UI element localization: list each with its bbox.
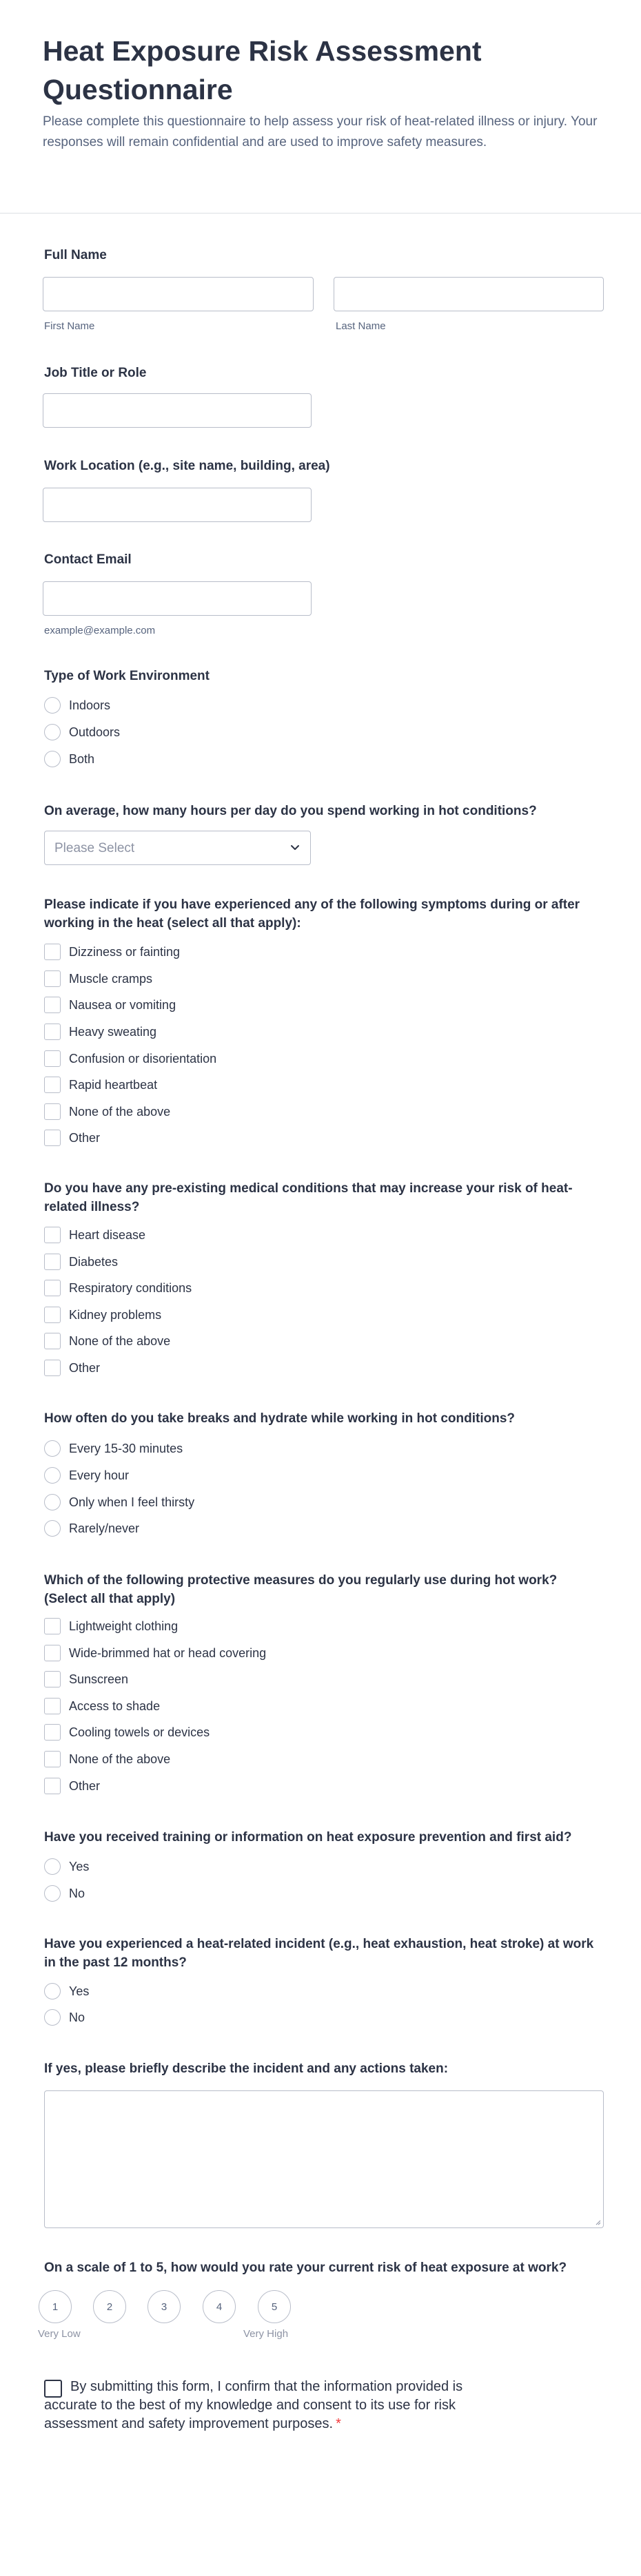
- checkbox[interactable]: [44, 1077, 61, 1093]
- checkbox[interactable]: [44, 1698, 61, 1714]
- conditions-label: Do you have any pre-existing medical conditions that may increase your risk of heat-related illness?: [44, 1181, 573, 1214]
- incident-label: Have you experienced a heat-related incident (e.g., heat exhaustion, heat stroke) at work in the past 12 months?: [44, 1937, 594, 1970]
- checkbox[interactable]: [44, 970, 61, 987]
- option-label: Sunscreen: [69, 1672, 129, 1686]
- option-label: Muscle cramps: [69, 972, 153, 986]
- option-label: Diabetes: [69, 1255, 119, 1269]
- last-name-sublabel: Last Name: [336, 320, 386, 332]
- radio-button[interactable]: [44, 1440, 61, 1457]
- checkbox[interactable]: [44, 1333, 61, 1349]
- contact-email-input[interactable]: [43, 581, 312, 616]
- environment-option[interactable]: [44, 696, 110, 714]
- symptoms-option[interactable]: [44, 1023, 156, 1041]
- checkbox[interactable]: [44, 1307, 61, 1323]
- option-label: Respiratory conditions: [69, 1281, 192, 1295]
- symptoms-label: Please indicate if you have experienced any of the following symptoms during or after working in the heat (select all that apply):: [44, 897, 580, 931]
- hours-label: On average, how many hours per day do you spend working in hot conditions?: [44, 804, 537, 818]
- job-title-input[interactable]: [43, 393, 312, 428]
- option-label: Lightweight clothing: [69, 1619, 179, 1633]
- protective-option[interactable]: [44, 1723, 210, 1741]
- protective-option[interactable]: [44, 1777, 100, 1795]
- checkbox[interactable]: [44, 1103, 61, 1120]
- option-label: Other: [69, 1361, 101, 1375]
- checkbox[interactable]: [44, 997, 61, 1013]
- option-label: Cooling towels or devices: [69, 1725, 210, 1739]
- scale-option-5[interactable]: 5: [258, 2290, 291, 2323]
- symptoms-option[interactable]: [44, 943, 180, 961]
- conditions-option[interactable]: [44, 1279, 192, 1297]
- work-location-input[interactable]: [43, 488, 312, 522]
- option-label: Other: [69, 1131, 101, 1145]
- checkbox[interactable]: [44, 1724, 61, 1741]
- select-placeholder: Please Select: [54, 841, 135, 855]
- option-label: Every hour: [69, 1468, 130, 1482]
- checkbox[interactable]: [44, 1751, 61, 1767]
- breaks-option[interactable]: [44, 1466, 129, 1484]
- option-label: Only when I feel thirsty: [69, 1495, 195, 1509]
- option-label: Other: [69, 1779, 101, 1793]
- last-name-input[interactable]: [334, 277, 604, 311]
- scale-option-2[interactable]: 2: [93, 2290, 126, 2323]
- radio-button[interactable]: [44, 1885, 61, 1902]
- option-label: Wide-brimmed hat or head covering: [69, 1646, 267, 1660]
- consent-label: By submitting this form, I confirm that the information provided is accurate to the best of my knowledge and consent to its use for risk assessment and safety improvement purposes.: [44, 2379, 463, 2431]
- work-location-label: Work Location (e.g., site name, building, area): [44, 459, 330, 473]
- protective-label: Which of the following protective measures do you regularly use during hot work? (Select all that apply): [44, 1573, 558, 1606]
- conditions-option[interactable]: [44, 1306, 161, 1324]
- scale-high-label: Very High: [243, 2328, 289, 2340]
- protective-option[interactable]: [44, 1750, 170, 1768]
- checkbox[interactable]: [44, 1254, 61, 1270]
- form-title: Heat Exposure Risk Assessment Questionnaire: [43, 35, 482, 105]
- option-label: Heavy sweating: [69, 1025, 157, 1039]
- chevron-down-icon: [288, 840, 302, 854]
- checkbox[interactable]: [44, 1024, 61, 1040]
- job-title-label: Job Title or Role: [44, 366, 147, 380]
- full-name-label: Full Name: [44, 248, 107, 262]
- first-name-input[interactable]: [43, 277, 314, 311]
- radio-button[interactable]: [44, 2009, 61, 2026]
- breaks-option[interactable]: [44, 1493, 194, 1511]
- incident-option[interactable]: [44, 1982, 89, 2000]
- incident-description-label: If yes, please briefly describe the incident and any actions taken:: [44, 2061, 449, 2076]
- form-header: [0, 0, 641, 214]
- scale-option-4[interactable]: 4: [203, 2290, 236, 2323]
- protective-option[interactable]: [44, 1697, 160, 1715]
- training-label: Have you received training or information on heat exposure prevention and first aid?: [44, 1830, 572, 1845]
- checkbox[interactable]: [44, 1050, 61, 1067]
- checkbox[interactable]: [44, 1360, 61, 1376]
- risk-scale-label: On a scale of 1 to 5, how would you rate your current risk of heat exposure at work?: [44, 2261, 567, 2275]
- option-label: Confusion or disorientation: [69, 1052, 217, 1066]
- scale-option-3[interactable]: 3: [147, 2290, 181, 2323]
- option-label: Rarely/never: [69, 1521, 140, 1535]
- email-sublabel: example@example.com: [44, 625, 156, 636]
- required-asterisk: *: [336, 2416, 341, 2431]
- environment-label: Type of Work Environment: [44, 669, 210, 683]
- option-label: Yes: [69, 1860, 90, 1873]
- symptoms-option[interactable]: [44, 1129, 100, 1147]
- option-label: None of the above: [69, 1105, 171, 1119]
- checkbox[interactable]: [44, 944, 61, 960]
- radio-button[interactable]: [44, 1858, 61, 1875]
- resize-grip-icon[interactable]: [594, 2219, 601, 2225]
- option-label: No: [69, 1887, 85, 1900]
- scale-option-1[interactable]: 1: [39, 2290, 72, 2323]
- symptoms-option[interactable]: [44, 996, 176, 1014]
- option-label: None of the above: [69, 1752, 171, 1766]
- hours-select[interactable]: [44, 831, 311, 865]
- breaks-label: How often do you take breaks and hydrate while working in hot conditions?: [44, 1411, 516, 1426]
- symptoms-option[interactable]: [44, 970, 152, 988]
- environment-option[interactable]: [44, 723, 120, 741]
- option-label: Dizziness or fainting: [69, 945, 181, 959]
- checkbox[interactable]: [44, 1130, 61, 1146]
- checkbox[interactable]: [44, 1671, 61, 1687]
- first-name-sublabel: First Name: [44, 320, 95, 332]
- radio-button[interactable]: [44, 1520, 61, 1537]
- training-option[interactable]: [44, 1884, 85, 1902]
- checkbox[interactable]: [44, 1280, 61, 1296]
- incident-option[interactable]: [44, 2008, 85, 2026]
- breaks-option[interactable]: [44, 1519, 139, 1537]
- option-label: Rapid heartbeat: [69, 1078, 158, 1092]
- training-option[interactable]: [44, 1858, 89, 1876]
- radio-button[interactable]: [44, 751, 61, 767]
- conditions-option[interactable]: [44, 1253, 118, 1271]
- option-label: Nausea or vomiting: [69, 998, 176, 1012]
- environment-option[interactable]: [44, 750, 94, 768]
- conditions-option[interactable]: [44, 1226, 145, 1244]
- radio-button[interactable]: [44, 697, 61, 714]
- conditions-option[interactable]: [44, 1332, 170, 1350]
- conditions-option[interactable]: [44, 1359, 100, 1377]
- radio-button[interactable]: [44, 724, 61, 740]
- option-label: None of the above: [69, 1334, 171, 1348]
- contact-email-label: Contact Email: [44, 552, 132, 567]
- option-label: No: [69, 2011, 85, 2024]
- incident-description-textarea[interactable]: [44, 2090, 604, 2228]
- option-label: Kidney problems: [69, 1308, 162, 1322]
- radio-button[interactable]: [44, 1494, 61, 1510]
- consent-text: [44, 2378, 513, 2433]
- form-description: Please complete this questionnaire to help assess your risk of heat-related illness or injury. Your responses will remain confidential and are used to improve safety measures.: [43, 114, 598, 149]
- checkbox[interactable]: [44, 1227, 61, 1243]
- symptoms-option[interactable]: [44, 1076, 157, 1094]
- radio-button[interactable]: [44, 1983, 61, 1999]
- checkbox[interactable]: [44, 1645, 61, 1661]
- protective-option[interactable]: [44, 1644, 266, 1662]
- radio-button[interactable]: [44, 1467, 61, 1484]
- option-label: Outdoors: [69, 725, 121, 739]
- breaks-option[interactable]: [44, 1440, 183, 1457]
- option-label: Every 15-30 minutes: [69, 1442, 183, 1455]
- option-label: Access to shade: [69, 1699, 161, 1713]
- protective-option[interactable]: [44, 1670, 128, 1688]
- option-label: Both: [69, 752, 95, 766]
- symptoms-option[interactable]: [44, 1103, 170, 1121]
- option-label: Yes: [69, 1984, 90, 1998]
- protective-option[interactable]: [44, 1617, 178, 1635]
- symptoms-option[interactable]: [44, 1050, 216, 1068]
- option-label: Heart disease: [69, 1228, 146, 1242]
- checkbox[interactable]: [44, 1778, 61, 1794]
- option-label: Indoors: [69, 698, 111, 712]
- scale-low-label: Very Low: [38, 2328, 81, 2340]
- checkbox[interactable]: [44, 1618, 61, 1634]
